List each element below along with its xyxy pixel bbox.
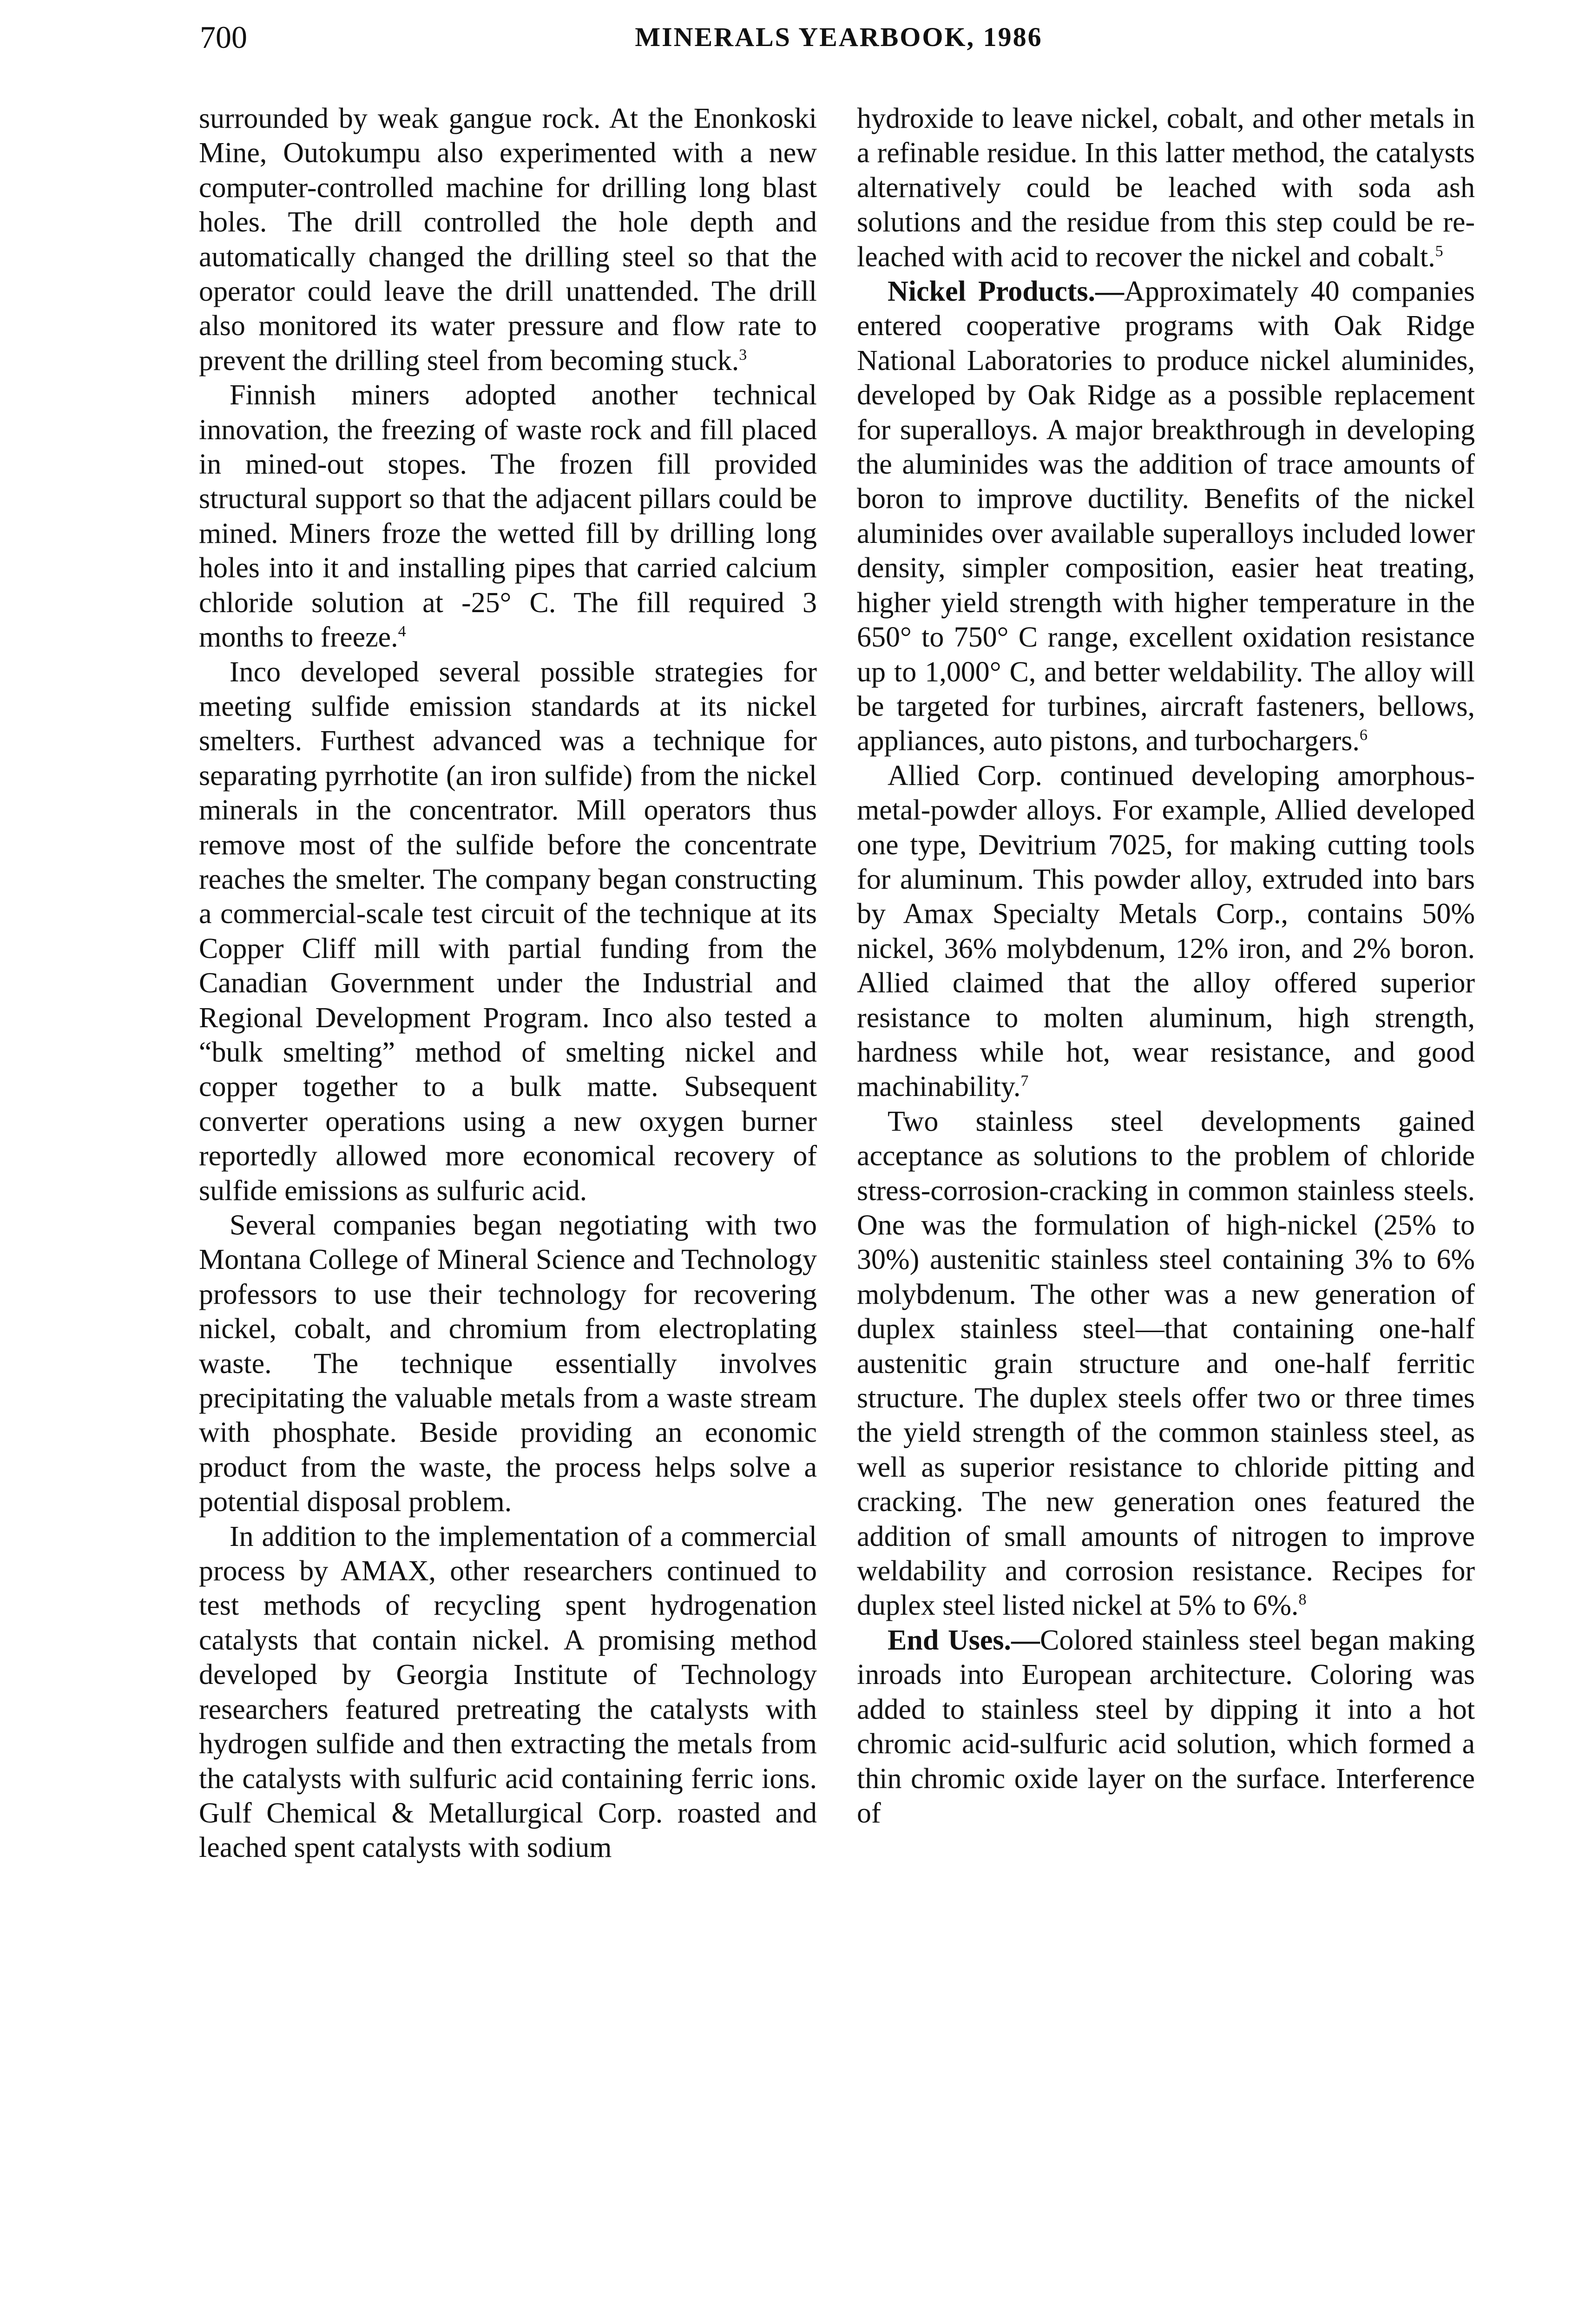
paragraph — [857, 759, 1475, 1104]
section-heading: End Uses.— — [888, 1624, 1040, 1656]
paragraph-text: hydroxide to leave nickel, cobalt, and other metals in a refinable residue. In this latter method, the catalysts alternatively could be leached with soda ash solutions and the residue from this step could be re-leached with acid to recover the nickel and cobalt. — [857, 103, 1475, 273]
footnote-ref: 8 — [1298, 1591, 1307, 1609]
page-number: 700 — [200, 20, 247, 55]
paragraph — [199, 1208, 817, 1519]
paragraph — [199, 655, 817, 1208]
paragraph — [857, 1104, 1475, 1623]
paragraph — [199, 378, 817, 654]
footnote-ref: 4 — [398, 623, 406, 640]
footnote-ref: 5 — [1435, 242, 1443, 260]
paragraph — [857, 274, 1475, 759]
paragraph-text: Approximately 40 companies entered cooperative programs with Oak Ridge National Laboratories to produce nickel aluminides, developed by Oak Ridge as a possible replacement for superalloys. A major breakthrough in developing the aluminides was the addition of trace amounts of boron to improve ductility. Benefits of the nickel aluminides over available superalloys included lower density, simpler composition, easier heat treating, higher yield strength with higher temperature in the 650° to 750° C range, excellent oxidation resistance up to 1,000° C, and better weldability. The alloy will be targeted for turbines, aircraft fasteners, bellows, appliances, auto pistons, and turbochargers. — [857, 276, 1475, 757]
footnote-ref: 7 — [1020, 1072, 1029, 1090]
paragraph-text: surrounded by weak gangue rock. At the Enonkoski Mine, Outokumpu also experimented with a new computer-controlled machine for drilling long blast holes. The drill controlled the hole depth and automatically changed the drilling steel so that the operator could leave the drill unattended. The drill also monitored its water pressure and flow rate to prevent the drilling steel from becoming stuck. — [199, 103, 817, 376]
paragraph — [199, 1519, 817, 1865]
paragraph — [857, 101, 1475, 274]
running-head: MINERALS YEARBOOK, 1986 — [635, 22, 1043, 52]
paragraph-text: Several companies began negotiating with two Montana College of Mineral Science and Technology professors to use their technology for recovering nickel, cobalt, and chromium from electroplating waste. The technique essentially involves precipitating the valuable metals from a waste stream with phosphate. Beside providing an economic product from the waste, the process helps solve a potential disposal problem. — [199, 1209, 817, 1518]
paragraph — [199, 101, 817, 378]
right-column — [857, 101, 1475, 1830]
page-header — [200, 19, 1478, 70]
paragraph-text: Inco developed several possible strategies for meeting sulfide emission standards at its nickel smelters. Furthest advanced was a technique for separating pyrrhotite (an iron sulfide) from the nickel minerals in the concentrator. Mill operators thus remove most of the sulfide before the concentrate reaches the smelter. The company began constructing a commercial-scale test circuit of the technique at its Copper Cliff mill with partial funding from the Canadian Government under the Industrial and Regional Development Program. Inco also tested a “bulk smelting” method of smelting nickel and copper together to a bulk matte. Subsequent converter operations using a new oxygen burner reportedly allowed more economical recovery of sulfide emissions as sulfuric acid. — [199, 656, 817, 1207]
footnote-ref: 3 — [739, 346, 747, 363]
footnote-ref: 6 — [1359, 726, 1368, 744]
paragraph — [857, 1623, 1475, 1830]
left-column — [199, 101, 817, 1865]
paragraph-text: Finnish miners adopted another technical innovation, the freezing of waste rock and fill placed in mined-out stopes. The frozen fill provided structural support so that the adjacent pillars could be mined. Miners froze the wetted fill by drilling long holes into it and installing pipes that carried calcium chloride solution at -25° C. The fill required 3 months to freeze. — [199, 379, 817, 654]
paragraph-text: Allied Corp. continued developing amorphous-metal-powder alloys. For example, Allied developed one type, Devitrium 7025, for making cutting tools for aluminum. This powder alloy, extruded into bars by Amax Specialty Metals Corp., contains 50% nickel, 36% molybdenum, 12% iron, and 2% boron. Allied claimed that the alloy offered superior resistance to molten aluminum, high strength, hardness while hot, wear resistance, and good machinability. — [857, 759, 1475, 1103]
paragraph-text: Colored stainless steel began making inroads into European architecture. Coloring was added to stainless steel by dipping it into a hot chromic acid-sulfuric acid solution, which formed a thin chromic oxide layer on the surface. Interference of — [857, 1624, 1475, 1829]
paragraph-text: In addition to the implementation of a commercial process by AMAX, other researchers continued to test methods of recycling spent hydrogenation catalysts that contain nickel. A promising method developed by Georgia Institute of Technology researchers featured pretreating the catalysts with hydrogen sulfide and then extracting the metals from the catalysts with sulfuric acid containing ferric ions. Gulf Chemical & Metallurgical Corp. roasted and leached spent catalysts with sodium — [199, 1520, 817, 1864]
paragraph-text: Two stainless steel developments gained acceptance as solutions to the problem of chloride stress-corrosion-cracking in common stainless steels. One was the formulation of high-nickel (25% to 30%) austenitic stainless steel containing 3% to 6% molybdenum. The other was a new generation of duplex stainless steel—that containing one-half austenitic grain structure and one-half ferritic structure. The duplex steels offer two or three times the yield strength of the common stainless steel, as well as superior resistance to chloride pitting and cracking. The new generation ones featured the addition of small amounts of nitrogen to improve weldability and corrosion resistance. Recipes for duplex steel listed nickel at 5% to 6%. — [857, 1105, 1475, 1622]
section-heading: Nickel Products.— — [888, 276, 1125, 308]
